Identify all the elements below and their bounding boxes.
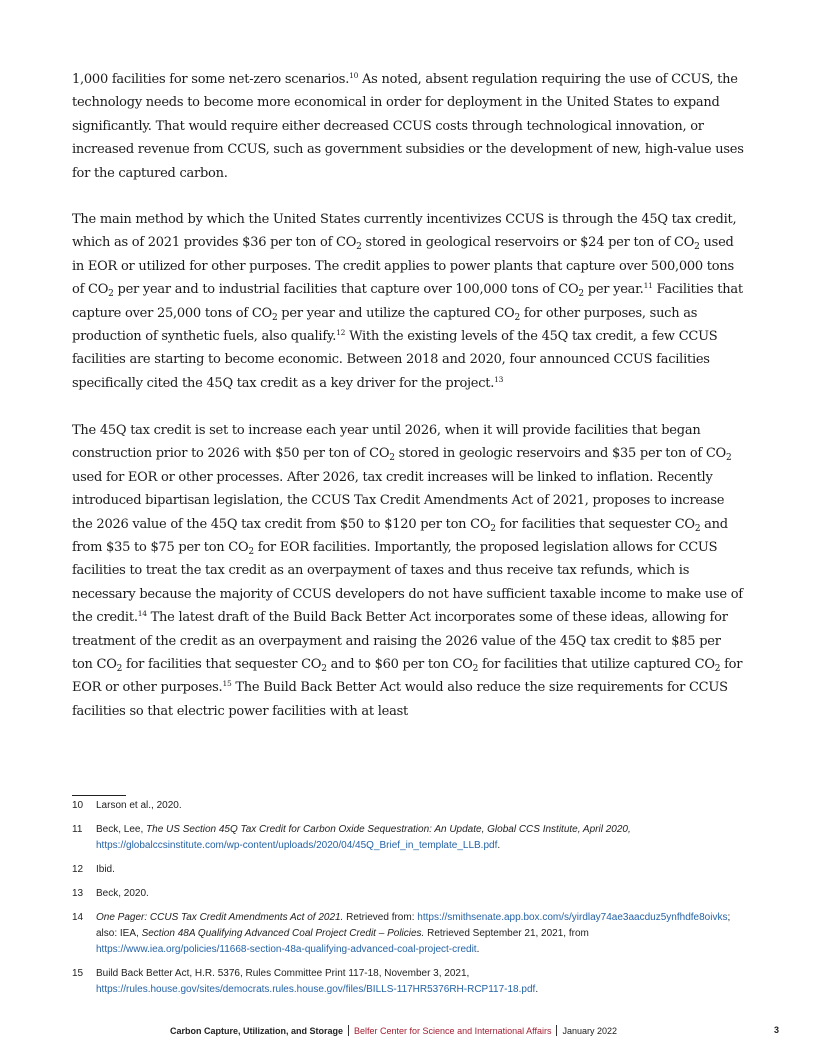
subscript: 2 [248, 547, 254, 558]
footnote-13 [72, 886, 744, 902]
footnote-text [96, 886, 744, 902]
text-run: The main method by which the United States currently incentivizes CCUS is through the 45Q tax credit, which as of 2021 provides $36 per ton of CO [72, 212, 737, 251]
subscript: 2 [578, 289, 584, 300]
footnote-number: 13 [72, 888, 84, 899]
text-run: per year and to industrial facilities that capture over 100,000 tons of CO [113, 282, 579, 298]
footnote-link[interactable]: https://rules.house.gov/sites/democrats.rules.house.gov/files/BILLS-117HR5376RH-RCP117-18.pdf [96, 984, 536, 995]
text-run: per year and utilize the captured CO [277, 305, 515, 321]
text-run: Build Back Better Act, H.R. 5376, Rules Committee Print 117-18, November 3, 2021, [96, 968, 470, 979]
subscript: 2 [321, 664, 327, 675]
text-run: stored in geologic reservoirs and $35 per ton of CO [394, 446, 726, 462]
footer-date: January 2022 [562, 1026, 618, 1036]
text-run: for facilities that sequester CO [495, 516, 695, 532]
footnote-ref: 12 [336, 328, 346, 338]
footnote-text [96, 822, 744, 854]
page-number: 3 [774, 1025, 780, 1035]
footnote-12 [72, 862, 744, 878]
text-run: As noted, absent regulation requiring the use of CCUS, the technology needs to become more economical in order for deployment in the United States to expand significantly. That would require either decreased CCUS costs through technological innovation, or increased revenue from CCUS, such as government subsidies or the development of new, high-value uses for the captured carbon. [72, 72, 744, 181]
footnote-ref: 14 [137, 609, 147, 619]
page-footer [0, 1023, 815, 1039]
footnote-ref: 10 [349, 71, 359, 80]
paragraph-3 [72, 419, 744, 723]
text-run: and from $35 to $75 per ton CO [72, 516, 728, 556]
footnote-15 [72, 966, 744, 998]
subscript: 2 [514, 312, 520, 323]
footnote-number: 11 [72, 824, 83, 835]
text-run: stored in geological reservoirs or $24 per ton of CO [361, 235, 695, 251]
subscript: 2 [356, 242, 362, 253]
footnote-14 [72, 910, 744, 958]
paragraph-1 [72, 68, 744, 185]
italic-text: The US Section 45Q Tax Credit for Carbon Oxide Sequestration: An Update, Global CCS Institute, April 2020, [146, 824, 631, 835]
text-run: Facilities that capture over 25,000 tons of CO [72, 282, 743, 321]
footer-separator [348, 1025, 349, 1036]
footnote-number: 10 [72, 800, 84, 811]
footnote-link[interactable]: https://globalccsinstitute.com/wp-content/uploads/2020/04/45Q_Brief_in_template_LLB.pdf [96, 840, 498, 851]
footer-report-title: Carbon Capture, Utilization, and Storage [170, 1026, 344, 1036]
text-run: Retrieved September 21, 2021, from [424, 928, 589, 939]
footnotes-list [72, 798, 744, 1006]
subscript: 2 [725, 453, 732, 464]
text-run: for EOR facilities. Importantly, the proposed legislation allows for CCUS facilities to treat the tax credit as an overpayment of taxes and thus receive tax refunds, which is necessary because the majority of CCUS developers do not have sufficient taxable income to make use of the credit. [72, 540, 743, 626]
subscript: 2 [108, 289, 114, 300]
italic-text: One Pager: CCUS Tax Credit Amendments Act of 2021. [96, 912, 344, 923]
text-run: 1,000 facilities for some net-zero scenarios. [72, 72, 350, 87]
text-run: per year. [583, 282, 644, 298]
text-run: The 45Q tax credit is set to increase each year until 2026, when it will provide facilities that began construction prior to 2026 with $50 per ton of CO [72, 423, 701, 462]
subscript: 2 [694, 523, 701, 534]
text-run: The Build Back Better Act would also reduce the size requirements for CCUS facilities so that electric power facilities with at least [72, 680, 728, 719]
text-run: ; also: IEA, [96, 912, 731, 939]
footnote-ref: 13 [494, 374, 504, 384]
footer-separator [556, 1025, 557, 1036]
footnote-number: 12 [72, 864, 84, 875]
footnote-number: 15 [72, 968, 84, 979]
footnote-text [96, 862, 744, 878]
text-run: Ibid. [96, 864, 115, 875]
paragraph-2 [72, 208, 744, 395]
text-run: used for EOR or other processes. After 2026, tax credit increases will be linked to inflation. Recently introduced bipartisan legislation, the CCUS Tax Credit Amendments Act of 2021, proposes to increase the 2026 value of the 45Q tax credit from $50 to $120 per ton CO [72, 469, 725, 532]
footer-organization: Belfer Center for Science and International Affairs [354, 1026, 552, 1036]
footnote-ref: 15 [222, 679, 232, 689]
text-run: for facilities that sequester CO [122, 657, 322, 673]
footnote-link[interactable]: https://www.iea.org/policies/11668-section-48a-qualifying-advanced-coal-project-credit [96, 944, 477, 955]
subscript: 2 [472, 664, 479, 675]
footnote-text [96, 798, 744, 814]
footnote-text [96, 966, 744, 998]
subscript: 2 [271, 312, 278, 323]
subscript: 2 [714, 664, 721, 675]
text-run: . [535, 984, 539, 995]
text-run: With the existing levels of the 45Q tax credit, a few CCUS facilities are starting to become economic. Between 2018 and 2020, four announced CCUS facilities specifically cited the 45Q tax credit as a key driver for the project. [72, 329, 718, 391]
subscript: 2 [694, 242, 700, 253]
footnote-number: 14 [72, 912, 84, 923]
footnote-11 [72, 822, 744, 854]
text-run: for facilities that utilize captured CO [478, 657, 715, 673]
text-run: Beck, 2020. [96, 888, 149, 899]
subscript: 2 [490, 523, 496, 534]
text-run: Beck, Lee, [96, 824, 147, 835]
text-run: The latest draft of the Build Back Better Act incorporates some of these ideas, allowing for treatment of the credit as an overpayment and raising the 2026 value of the 45Q tax credit to $85 per ton CO [72, 610, 728, 673]
italic-text: Section 48A Qualifying Advanced Coal Project Credit – Policies. [141, 928, 425, 939]
text-run: for EOR or other purposes. [72, 657, 743, 696]
text-run: Retrieved from: [343, 912, 418, 923]
footer-bar [170, 1025, 617, 1036]
text-run: used in EOR or utilized for other purposes. The credit applies to power plants that capture over 500,000 tons of CO [72, 235, 734, 298]
text-run: Larson et al., 2020. [96, 800, 182, 811]
footnote-text [96, 910, 744, 958]
subscript: 2 [389, 453, 395, 464]
text-run: and to $60 per ton CO [326, 657, 473, 673]
text-run: for other purposes, such as production of synthetic fuels, also qualify. [72, 305, 698, 345]
footnote-ref: 11 [643, 281, 653, 291]
footnote-10 [72, 798, 744, 814]
footnote-link[interactable]: https://smithsenate.app.box.com/s/yirdlay74ae3aacduz5ynfhdfe8oivks [417, 912, 728, 923]
text-run: . [476, 944, 480, 955]
subscript: 2 [116, 664, 123, 675]
text-run: . [497, 840, 501, 851]
footnote-divider [72, 795, 126, 796]
